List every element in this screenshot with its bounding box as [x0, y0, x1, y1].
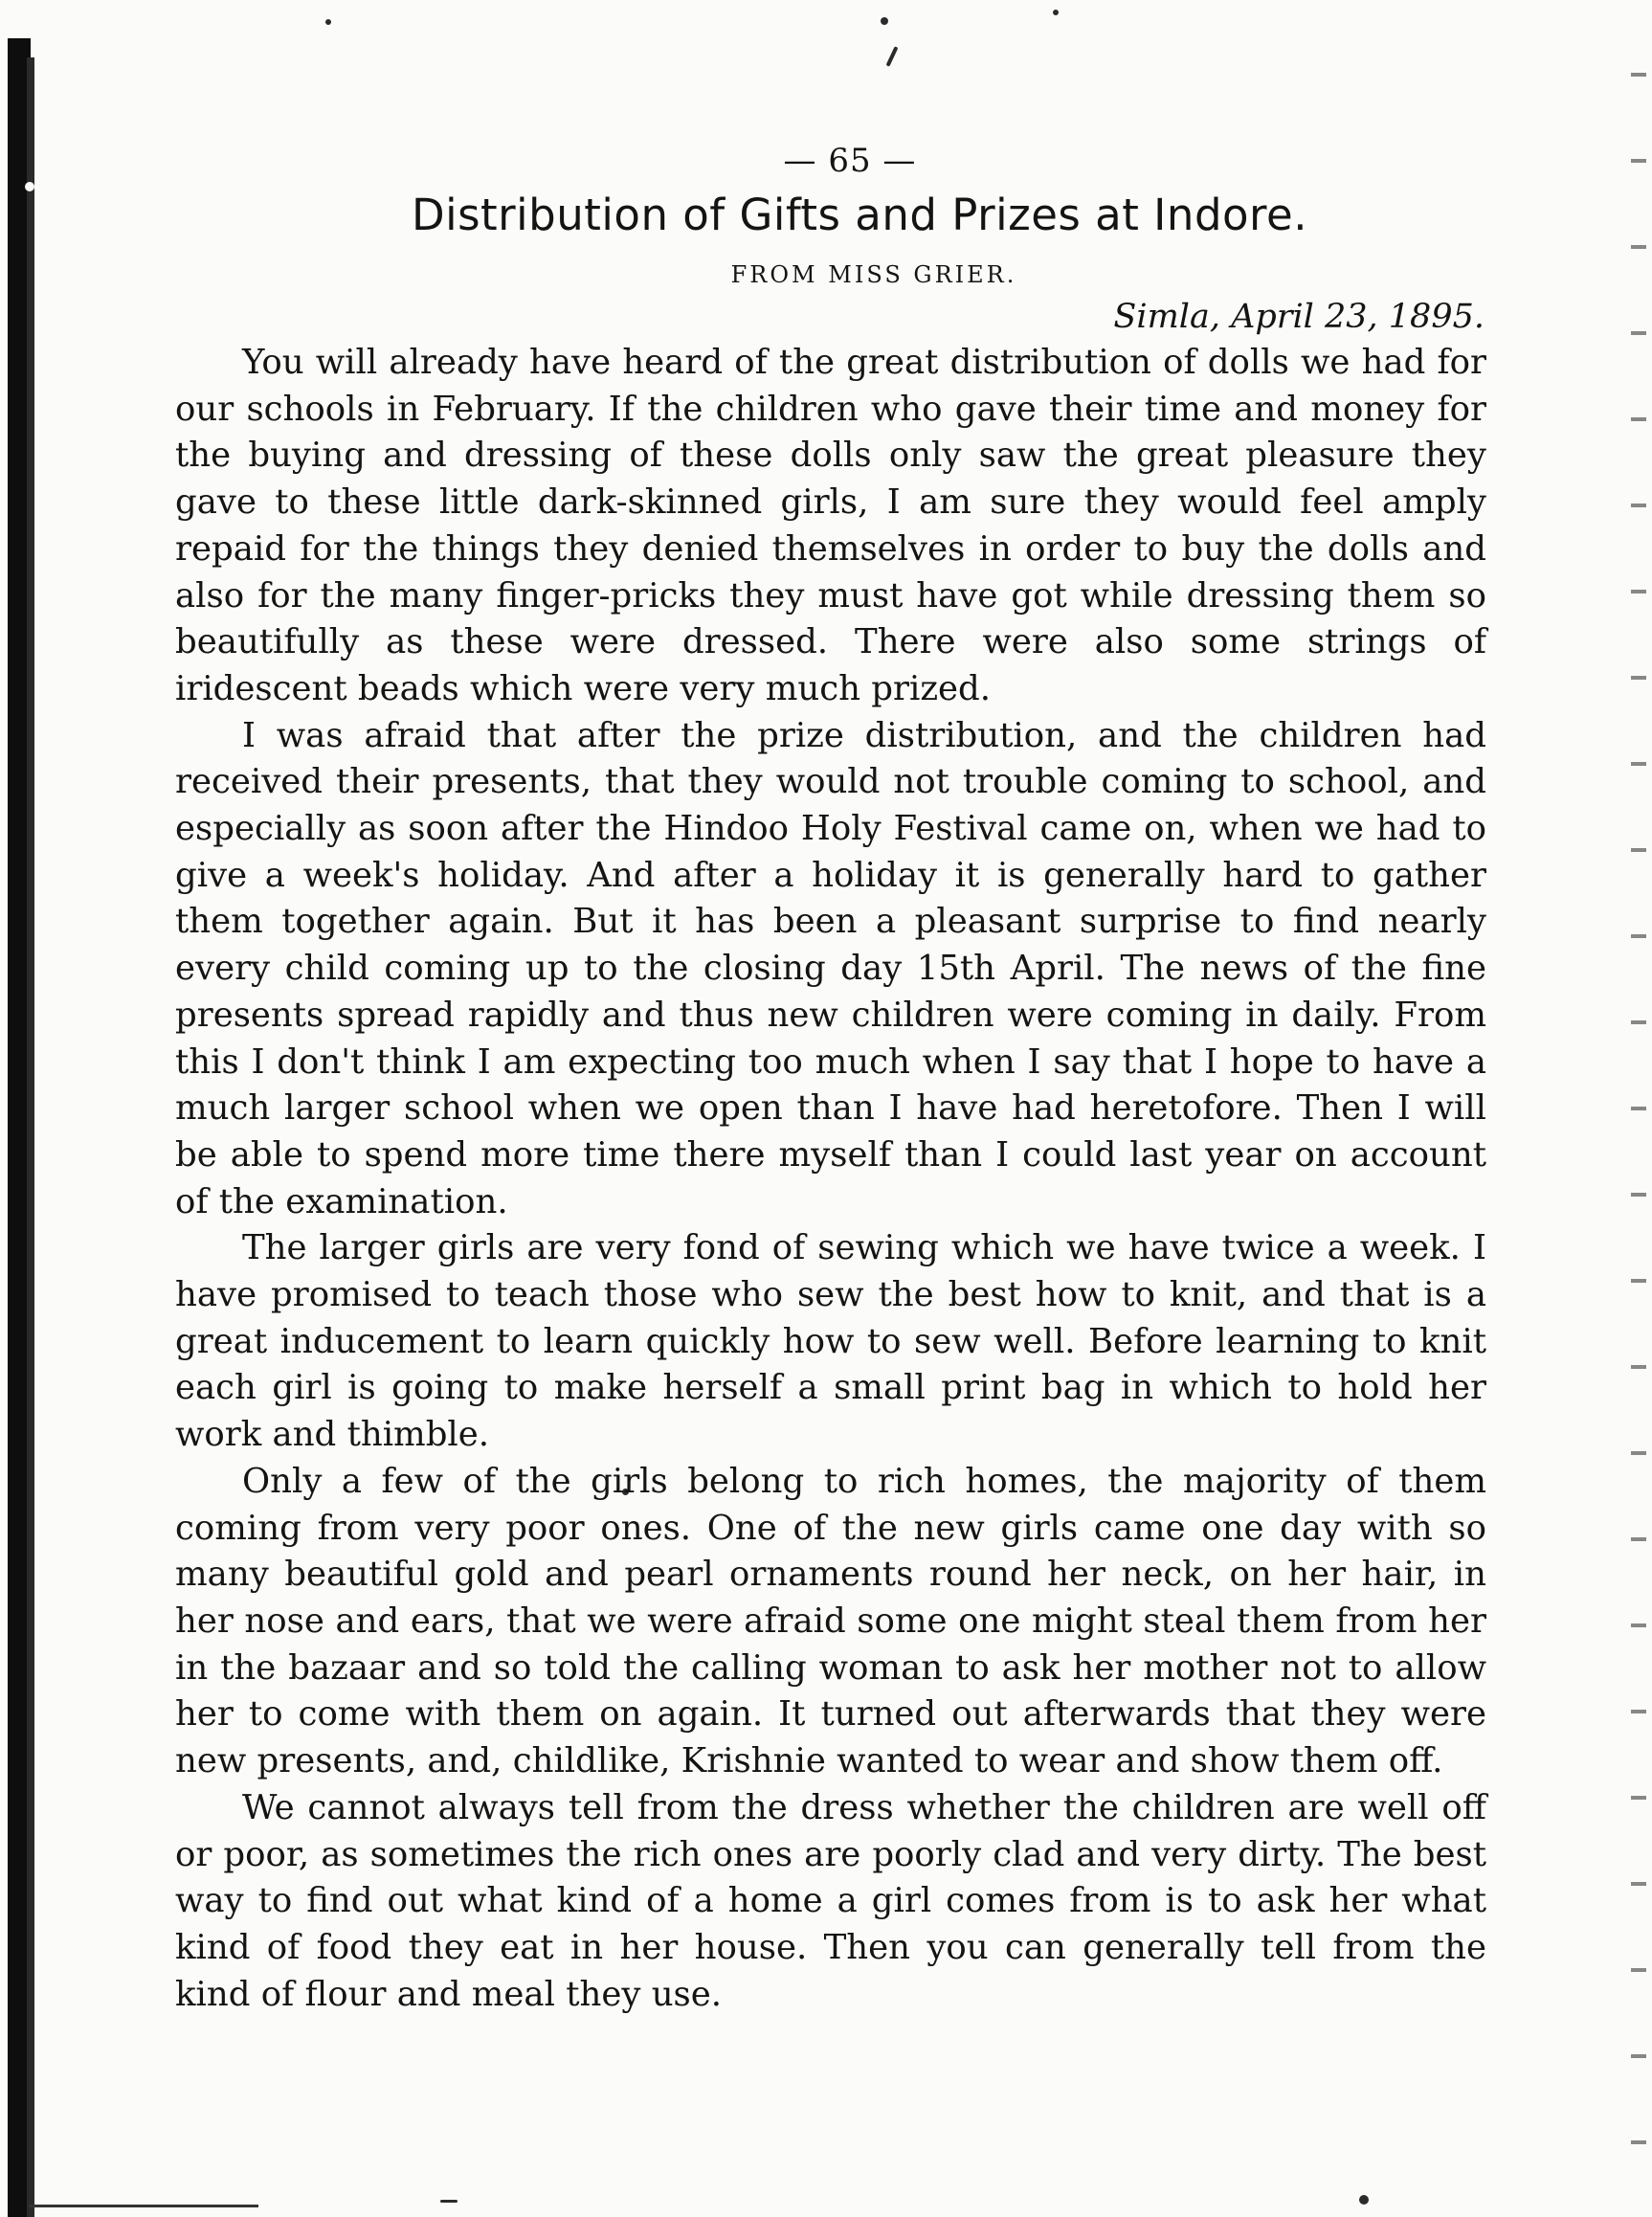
- scan-speck: [1359, 2195, 1369, 2205]
- scan-speck: [25, 182, 34, 191]
- scan-speck: [325, 19, 331, 25]
- page-content: [175, 124, 1486, 2018]
- paragraph-4: Only a few of the girls belong to rich homes, the majority of them coming from very poor ones. One of the new girls came one day with so many beautiful gold and pearl ornaments round her neck, on her hair, in her nose and ears, that we were afraid some one might steal them from her in the bazaar and so told the calling woman to ask her mother not to allow her to come with them on again. It turned out afterwards that they were new presents, and, childlike, Krishnie wanted to wear and show them off.: [175, 1461, 1486, 1781]
- paragraph-1: You will already have heard of the great distribution of dolls we had for our schools in February. If the children who gave their time and money for the buying and dressing of these dolls only saw the great pleasure they gave to these little dark-skinned girls, I am sure they would feel amply repaid for the things they denied themselves in order to buy the dolls and also for the many finger-pricks they must have got while dressing them so beautifully as these were dressed. There were also some strings of iridescent beads which were very much prized.: [175, 343, 1486, 708]
- paragraph-2: I was afraid that after the prize distribution, and the children had received their presents, that they would not trouble coming to school, and especially as soon after the Hindoo Holy Festival came on, when we had to give a week's holiday. And after a holiday it is generally hard to gather them together again. But it has been a pleasant surprise to find nearly every child coming up to the closing day 15th April. The news of the fine presents spread rapidly and thus new children were coming in daily. From this I don't think I am expecting too much when I say that I hope to have a much larger school when we open than I have had heretofore. Then I will be able to spend more time there myself than I could last year on account of the examination.: [175, 715, 1486, 1221]
- scan-bottom-rule: [29, 2205, 258, 2207]
- paragraph-5: We cannot always tell from the dress whether the children are well off or poor, as sometimes the rich ones are poorly clad and very dirty. The best way to find out what kind of a home a girl comes from is to ask her what kind of food they eat in her house. Then you can generally tell from the kind of flour and meal they use.: [175, 1787, 1486, 2014]
- scan-speck: [881, 17, 888, 25]
- article-title: Distribution of Gifts and Prizes at Indore.: [411, 190, 1308, 240]
- article-byline: FROM MISS GRIER.: [730, 261, 1017, 288]
- scan-speck: [440, 2200, 458, 2203]
- scan-speck: [886, 46, 899, 67]
- article-dateline: Simla, April 23, 1895.: [1113, 298, 1485, 336]
- page-number: — 65 —: [783, 142, 917, 180]
- scan-speck: [1053, 10, 1059, 15]
- paragraph-3: The larger girls are very fond of sewing which we have twice a week. I have promised to teach those who sew the best how to knit, and that is a great inducement to learn quickly how to sew well. Before learning to knit each girl is going to make herself a small print bag in which to hold her work and thimble.: [175, 1228, 1486, 1455]
- scan-edge-line: [27, 57, 34, 2217]
- scan-right-edge-noise: [1631, 38, 1646, 2202]
